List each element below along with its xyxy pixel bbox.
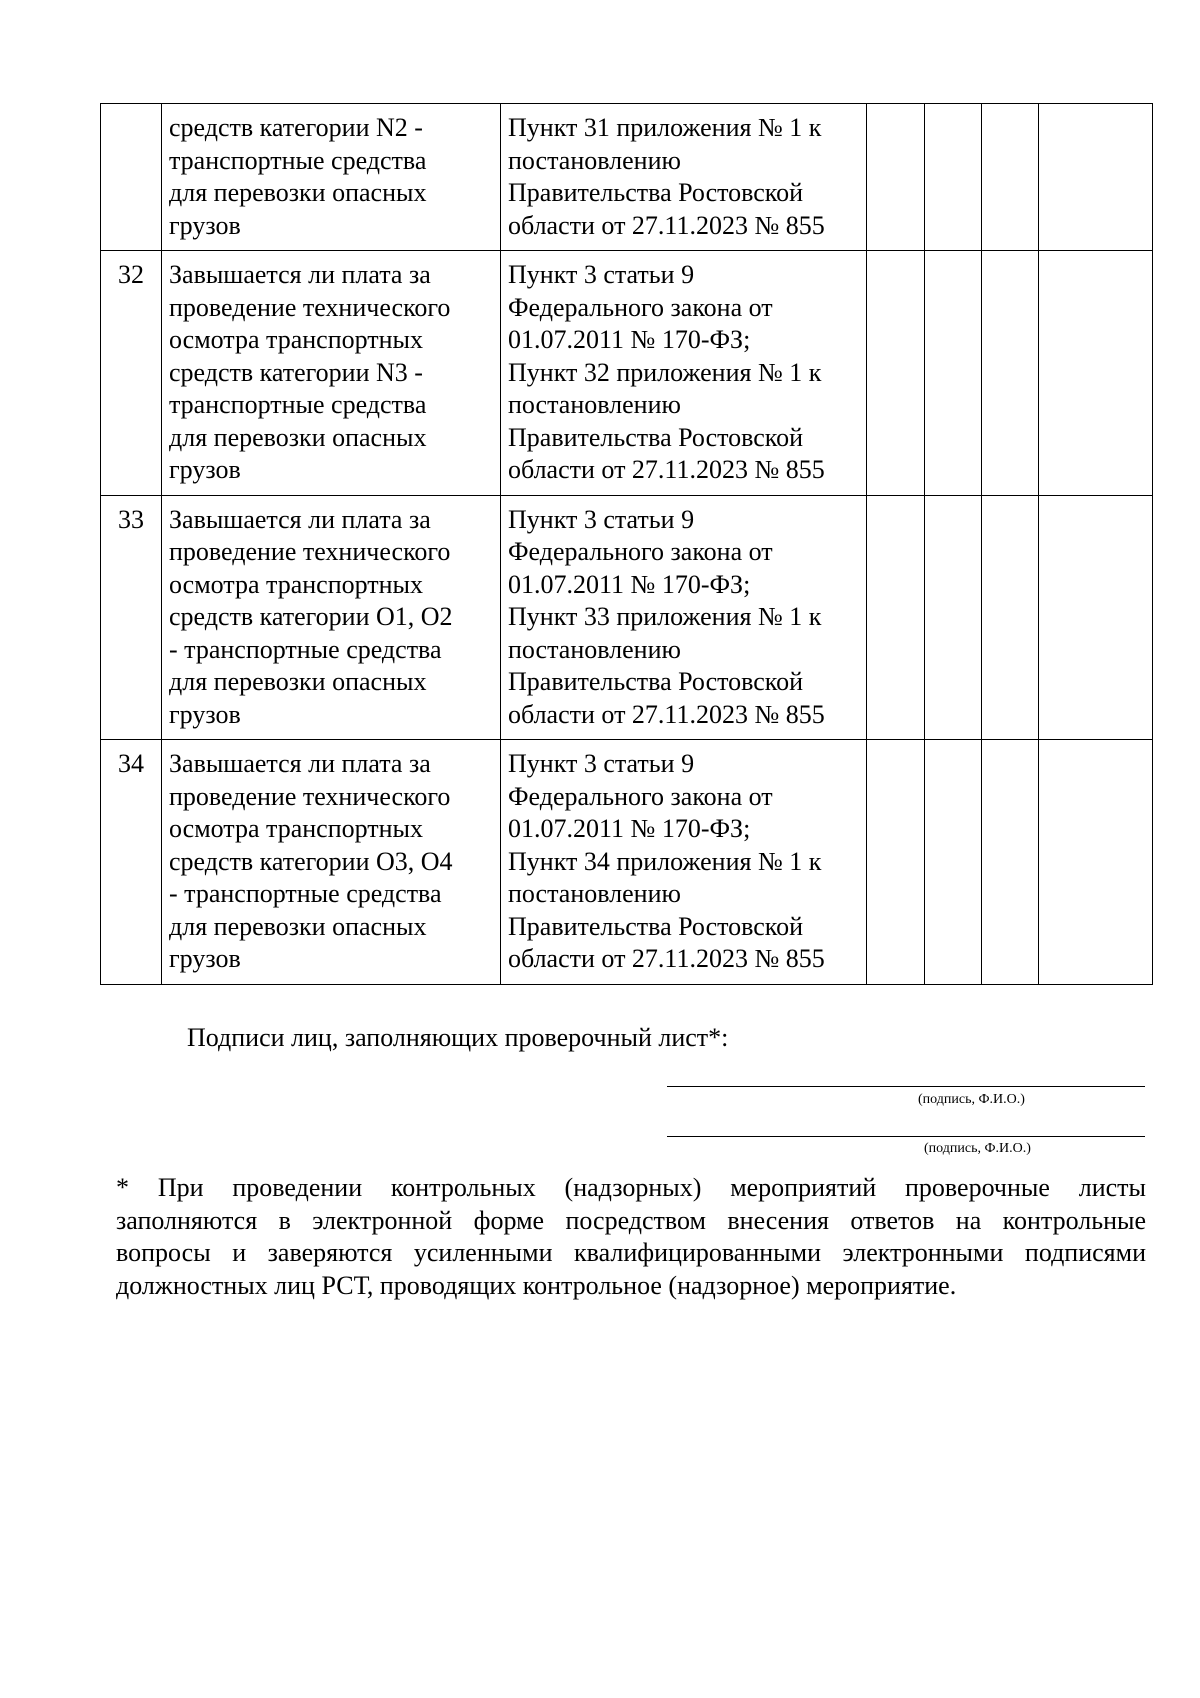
reference-line: Правительства Ростовской xyxy=(508,667,804,696)
question-line: - транспортные средства xyxy=(169,634,442,664)
row-number-cell xyxy=(101,740,162,985)
footnote-line: * При проведении контрольных (надзорных) мероприятий проверочные листы xyxy=(116,1173,1146,1202)
answer-na-cell xyxy=(982,104,1039,251)
question-line: проведение технического xyxy=(169,537,451,566)
question-line: проведение технического xyxy=(169,781,451,811)
answer-yes-cell xyxy=(867,251,925,496)
reference-line: Пункт 34 приложения № 1 к xyxy=(508,846,822,876)
reference-line: Правительства Ростовской xyxy=(508,422,804,452)
reference-line: постановлению xyxy=(508,634,681,664)
question-line: грузов xyxy=(169,944,241,973)
reference-line: постановлению xyxy=(508,390,681,419)
reference-line: области от 27.11.2023 № 855 xyxy=(508,210,825,240)
question-line: осмотра транспортных xyxy=(169,814,424,843)
note-cell xyxy=(1039,104,1153,251)
answer-no-cell xyxy=(925,251,982,496)
question-line: для перевозки опасных xyxy=(169,911,427,941)
footnote xyxy=(116,1172,1146,1302)
answer-na-cell xyxy=(982,495,1039,740)
signature-caption: (подпись, Ф.И.О.) xyxy=(918,1092,1025,1107)
table-row xyxy=(101,104,1153,251)
footnote-line: должностных лиц РСТ, проводящих контрольное (надзорное) мероприятие. xyxy=(116,1270,957,1300)
footnote-line: вопросы и заверяются усиленными квалифицированными электронными подписями xyxy=(116,1238,1146,1267)
answer-na-cell xyxy=(982,251,1039,496)
answer-yes-cell xyxy=(867,740,925,985)
note-cell xyxy=(1039,251,1153,496)
question-line: грузов xyxy=(169,699,241,729)
reference-line: постановлению xyxy=(508,879,681,908)
question-line: средств категории N3 - xyxy=(169,357,423,387)
reference-line: области от 27.11.2023 № 855 xyxy=(508,944,825,973)
table-row xyxy=(101,251,1153,496)
question-line: транспортные средства xyxy=(169,390,427,419)
question-line: для перевозки опасных xyxy=(169,422,427,452)
signature-line xyxy=(667,1136,1145,1137)
row-number-cell xyxy=(101,104,162,251)
signature-line xyxy=(667,1086,1145,1087)
reference-line: области от 27.11.2023 № 855 xyxy=(508,699,825,729)
question-line: Завышается ли плата за xyxy=(169,504,431,534)
question-line: транспортные средства xyxy=(169,145,427,175)
reference-line: Пункт 32 приложения № 1 к xyxy=(508,357,822,387)
row-number: 32 xyxy=(118,260,144,289)
signature-caption: (подпись, Ф.И.О.) xyxy=(924,1141,1031,1156)
question-line: средств категории O3, O4 xyxy=(169,846,453,876)
answer-yes-cell xyxy=(867,495,925,740)
question-line: проведение технического xyxy=(169,292,451,322)
answer-yes-cell xyxy=(867,104,925,251)
reference-line: Пункт 3 статьи 9 xyxy=(508,749,695,778)
question-cell xyxy=(162,251,501,496)
row-number: 33 xyxy=(118,504,144,534)
reference-line: 01.07.2011 № 170-ФЗ; xyxy=(508,325,751,354)
reference-line: 01.07.2011 № 170-ФЗ; xyxy=(508,569,751,599)
answer-no-cell xyxy=(925,740,982,985)
reference-line: 01.07.2011 № 170-ФЗ; xyxy=(508,814,751,843)
question-line: грузов xyxy=(169,455,241,484)
table-row xyxy=(101,740,1153,985)
answer-no-cell xyxy=(925,104,982,251)
signatures-title: Подписи лиц, заполняющих проверочный лист*: xyxy=(187,1023,729,1052)
question-line: - транспортные средства xyxy=(169,879,442,908)
reference-line: Пункт 31 приложения № 1 к xyxy=(508,113,822,142)
question-line: средств категории O1, O2 xyxy=(169,602,453,631)
question-line: средств категории N2 - xyxy=(169,113,423,142)
reference-cell xyxy=(501,251,867,496)
question-line: осмотра транспортных xyxy=(169,569,424,599)
row-number-cell xyxy=(101,495,162,740)
row-number: 34 xyxy=(118,749,144,778)
answer-na-cell xyxy=(982,740,1039,985)
question-cell xyxy=(162,740,501,985)
reference-line: Правительства Ростовской xyxy=(508,178,804,207)
reference-line: Федерального закона от xyxy=(508,537,773,566)
note-cell xyxy=(1039,495,1153,740)
answer-no-cell xyxy=(925,495,982,740)
question-line: Завышается ли плата за xyxy=(169,260,431,289)
reference-line: Федерального закона от xyxy=(508,781,773,811)
question-line: для перевозки опасных xyxy=(169,667,427,696)
question-line: грузов xyxy=(169,210,241,240)
reference-line: Правительства Ростовской xyxy=(508,911,804,941)
question-line: для перевозки опасных xyxy=(169,178,427,207)
row-number-cell xyxy=(101,251,162,496)
reference-cell xyxy=(501,104,867,251)
footnote-line: заполняются в электронной форме посредством внесения ответов на контрольные xyxy=(116,1205,1146,1235)
table-row xyxy=(101,495,1153,740)
question-line: Завышается ли плата за xyxy=(169,749,431,778)
reference-line: постановлению xyxy=(508,145,681,175)
question-cell xyxy=(162,495,501,740)
reference-cell xyxy=(501,495,867,740)
reference-line: Пункт 33 приложения № 1 к xyxy=(508,602,822,631)
note-cell xyxy=(1039,740,1153,985)
reference-line: Пункт 3 статьи 9 xyxy=(508,504,695,534)
checklist-table xyxy=(100,103,1153,985)
reference-cell xyxy=(501,740,867,985)
question-line: осмотра транспортных xyxy=(169,325,424,354)
reference-line: Пункт 3 статьи 9 xyxy=(508,260,695,289)
question-cell xyxy=(162,104,501,251)
checklist-table-body xyxy=(101,104,1153,985)
reference-line: Федерального закона от xyxy=(508,292,773,322)
reference-line: области от 27.11.2023 № 855 xyxy=(508,455,825,484)
